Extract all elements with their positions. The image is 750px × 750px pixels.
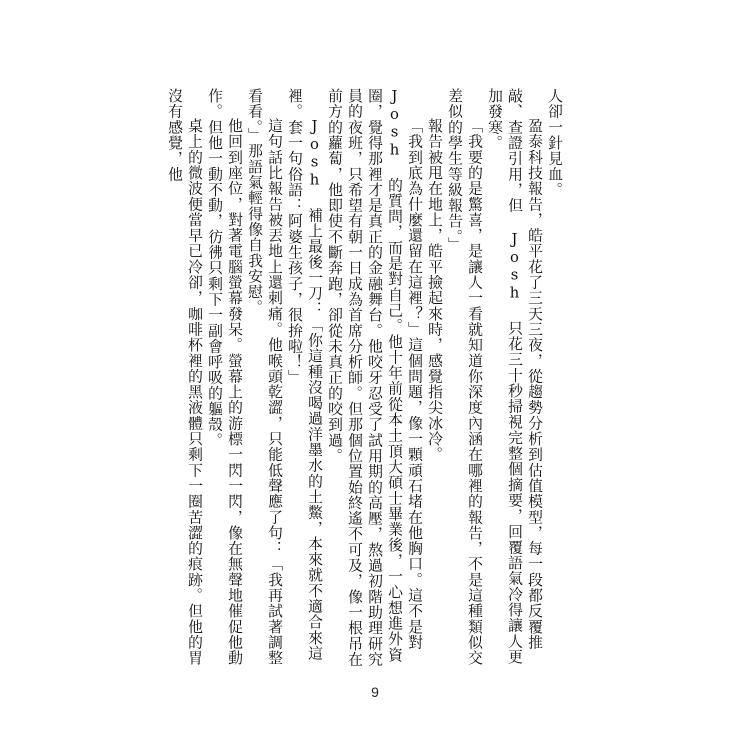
vertical-text-block: [166, 88, 564, 668]
paragraph-7: 這句話比報告被丟地上還刺痛。他喉頭乾澀，只能低聲應了句：「我再試著調整看看。」那語氣輕得像自我安慰。: [246, 88, 283, 666]
paragraph-5: 「我到底為什麼還留在這裡？」這個問題，像一顆頑石堵在他胸口。這不是對 Josh 的質問，而是對自己。他十年前從本土頂大碩士畢業後，一心想進外資圈，覺得那裡才是真正的金融舞台。他咬牙忍受了試用期的高壓，熬過初階助理研究員的夜班，只希望有朝一日成為首席分析師。但那個位置始終遙不可及，像一根吊在前方的蘿蔔，他即使不斷奔跑，卻從未真正的咬到過。: [326, 88, 423, 668]
paragraph-2: 盈泰科技報告，皓平花了三天三夜，從趨勢分析到估值模型，每一段都反覆推敲、查證引用，但 Josh 只花三十秒掃視完整個摘要，回覆語氣冷得讓人更加發寒。: [486, 88, 543, 665]
paragraph-8: 他回到座位，對著電腦螢幕發呆。螢幕上的游標一閃一閃，像在無聲地催促他動作。但他一動不動，彷彿只剩下一副會呼吸的軀殼。: [206, 88, 243, 666]
paragraph-3: 「我要的是驚喜，是讓人一看就知道你深度內涵在哪裡的報告，不是這種類似交差似的學生等級報告。」: [446, 88, 483, 666]
paragraph-9: 桌上的微波便當早已冷卻，咖啡杯裡的黑液體只剩下一圈苦澀的痕跡。但他的胃沒有感覺，他: [166, 88, 203, 666]
paragraph-6: Josh 補上最後一刀：「你這種沒喝過洋墨水的土鱉，本來就不適合來這裡。套一句俗語：阿婆生孩子，很拚啦！」: [286, 88, 323, 661]
page-number: 9: [371, 684, 379, 700]
paragraph-1: 人卻一針見血。: [546, 88, 563, 198]
paragraph-4: 報告被甩在地上，皓平撿起來時，感覺指尖冰冷。: [426, 117, 443, 462]
